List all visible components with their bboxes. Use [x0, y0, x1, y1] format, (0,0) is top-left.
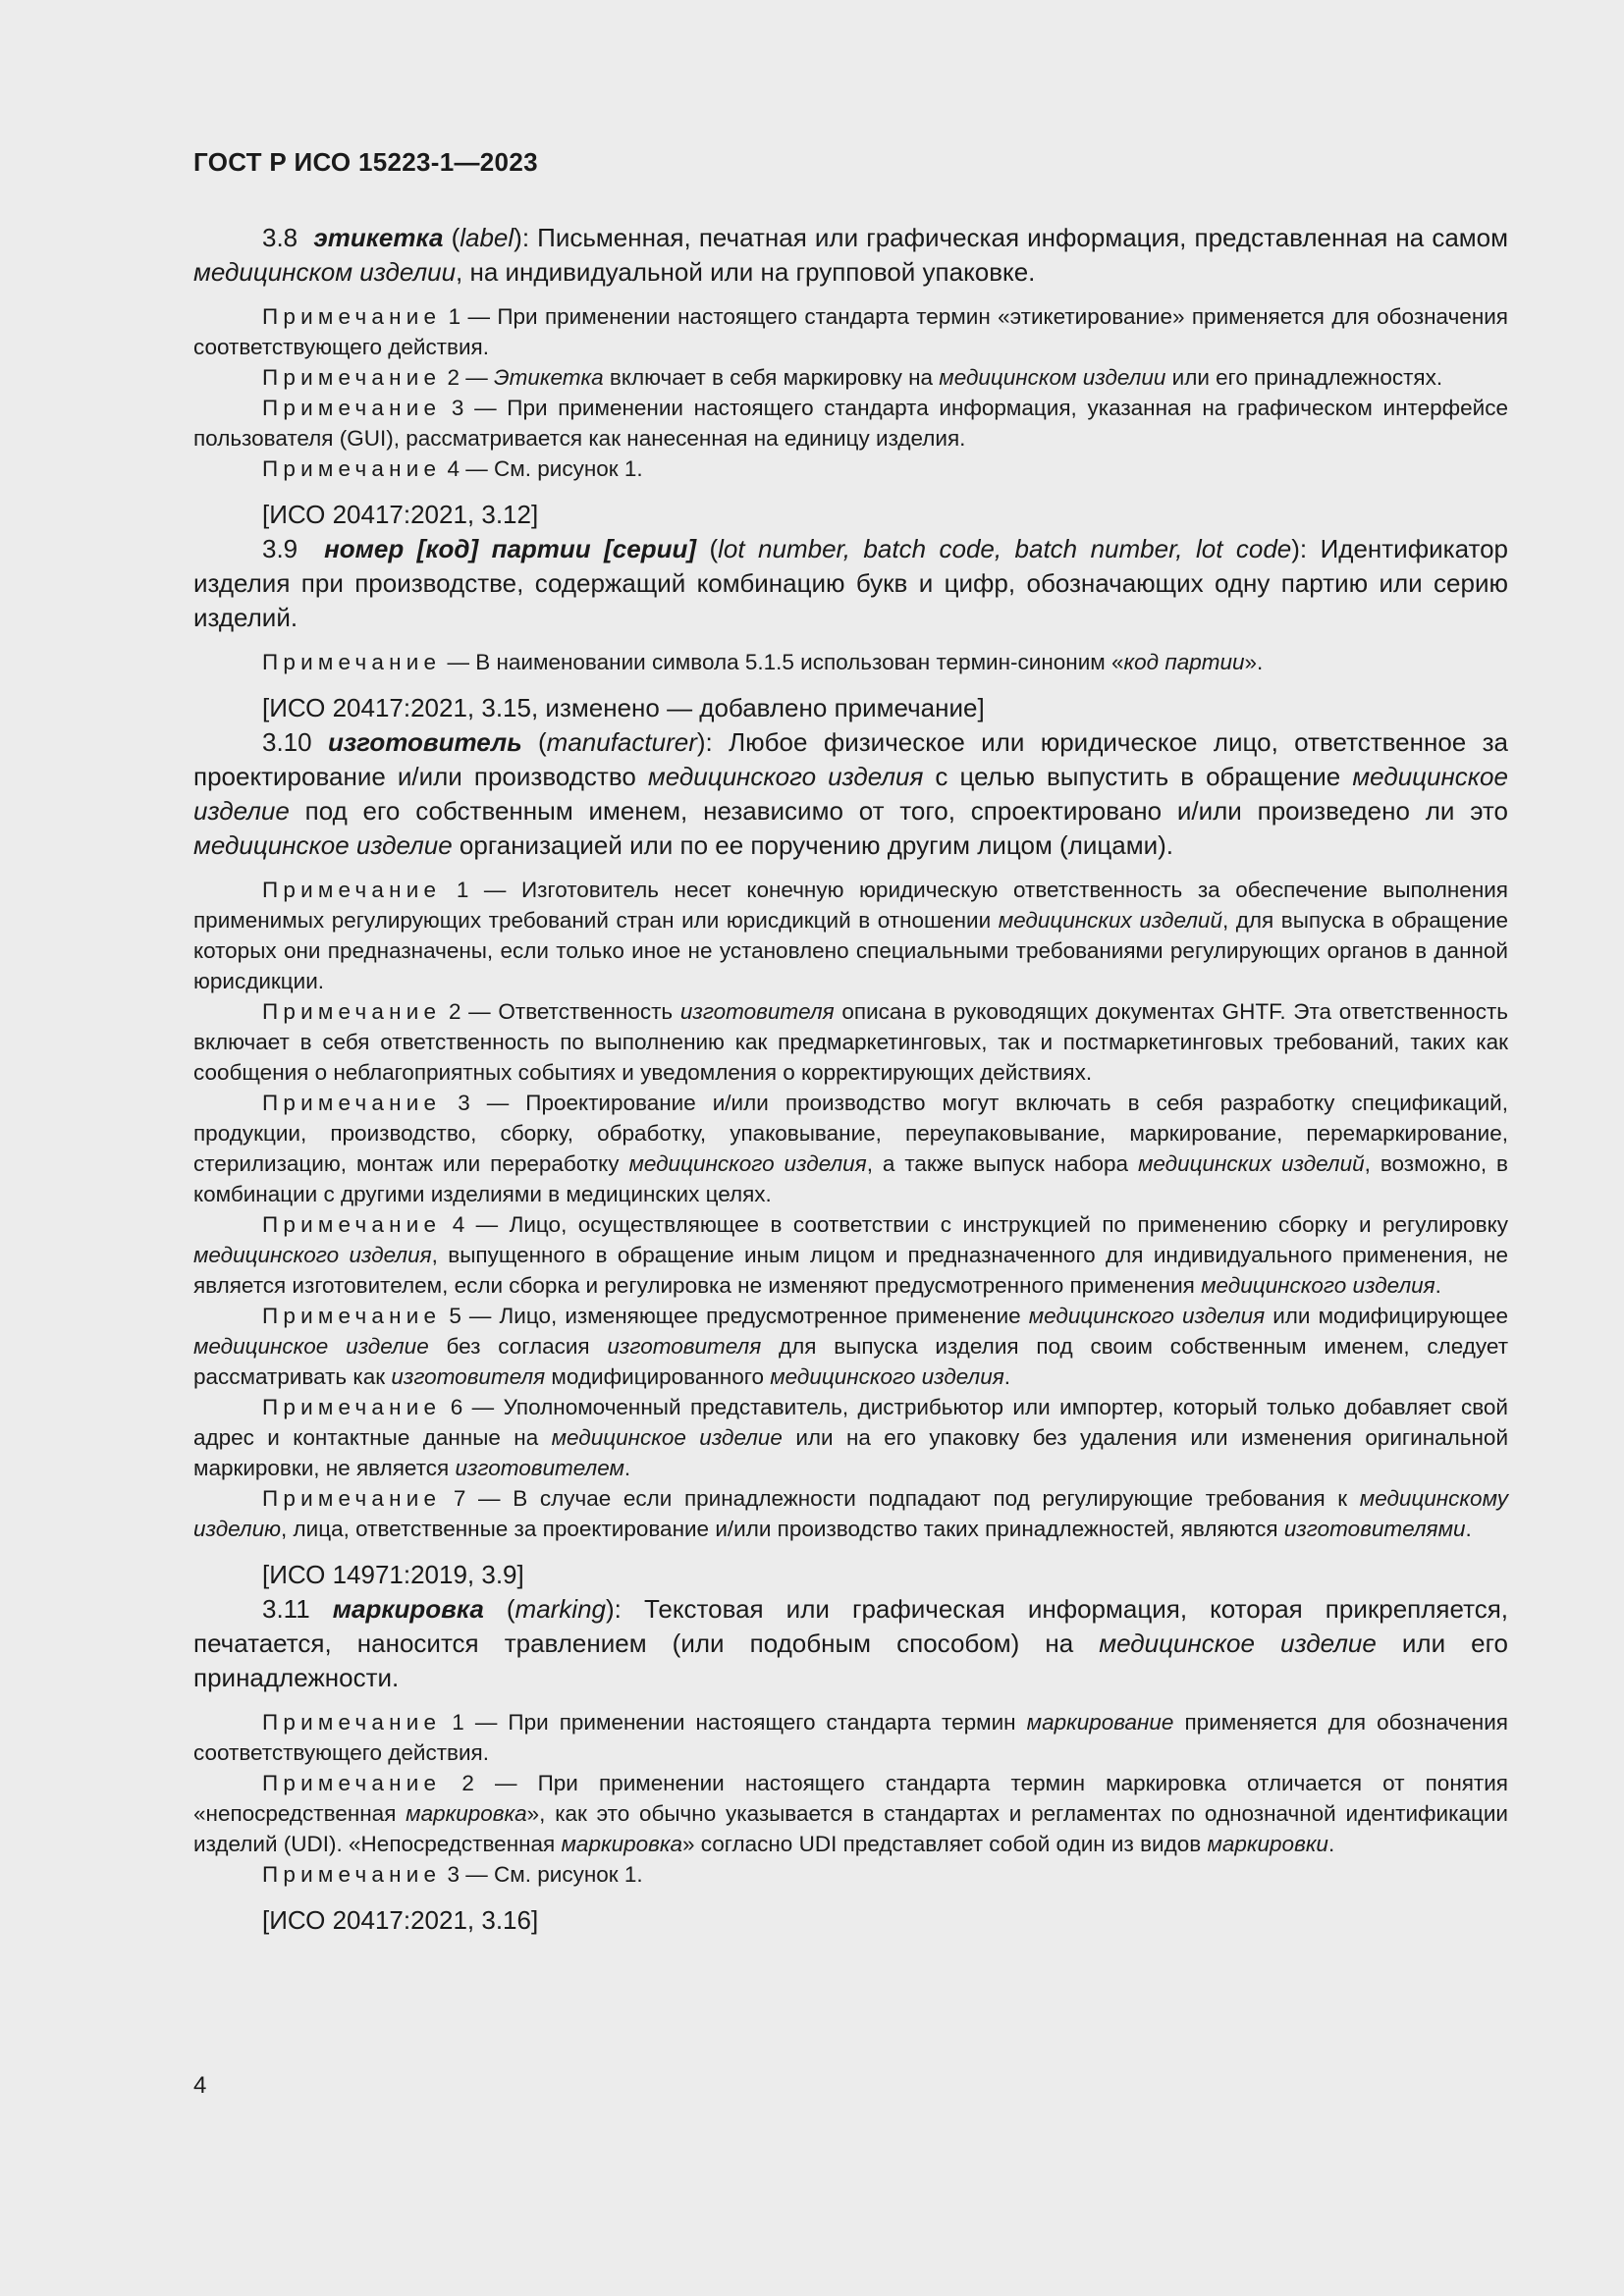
- note-label: Примечание: [262, 1212, 442, 1237]
- note-3-10-2: Примечание 2 — Ответственность изготовителя описана в руководящих документах GHTF. Эта ответственность включает в себя ответственность по выполнению как предмаркетинговых, так и постмаркетинговых требований, таких как сообщения о неблагоприятных событиях и уведомления о корректирующих действиях.: [193, 999, 1508, 1085]
- document-body: [193, 221, 1508, 1938]
- note-label: Примечание: [262, 1771, 442, 1795]
- note-3-10-6: Примечание 6 — Уполномоченный представитель, дистрибьютор или импортер, который только добавляет свой адрес и контактные данные на медицинское изделие или на его упаковку без удаления или изменения оригинальной маркировки, не является изготовителем.: [193, 1395, 1509, 1480]
- note-label: Примечание: [262, 999, 442, 1024]
- term-3-9: 3.9 номер [код] партии [серии] (lot number, batch code, batch number, lot code): Идентификатор изделия при производстве, содержащий комбинацию букв и цифр, обозначающих одну партию или серию изделий.: [193, 534, 1508, 632]
- note-label: Примечание: [262, 1710, 442, 1735]
- note-3-11-2: Примечание 2 — При применении настоящего стандарта термин маркировка отличается от понятия «непосредственная маркировка», как это обычно указывается в стандартах и регламентах по однозначной идентификации изделий (UDI). «Непосредственная маркировка» согласно UDI представляет собой один из видов маркировки.: [193, 1771, 1508, 1856]
- note-3-10-3: Примечание 3 — Проектирование и/или производство могут включать в себя разработку спецификаций, продукции, производство, сборку, обработку, упаковывание, переупаковывание, маркирование, перемаркирование, стерилизацию, монтаж или переработку медицинского изделия, а также выпуск набора медицинских изделий, возможно, в комбинации с другими изделиями в медицинских целях.: [193, 1091, 1508, 1206]
- term-name: изготовитель: [327, 727, 522, 757]
- note-label: Примечание: [262, 1862, 442, 1887]
- source-reference-3-11: [ИСО 20417:2021, 3.16]: [262, 1905, 539, 1935]
- note-3-9: Примечание — В наименовании символа 5.1.5 использован термин-синоним «код партии».: [262, 650, 1264, 674]
- term-name: этикетка: [313, 223, 444, 252]
- term-3-8: 3.8 этикетка (label): Письменная, печатная или графическая информация, представленная на самом медицинском изделии, на индивидуальной или на групповой упаковке.: [193, 223, 1508, 287]
- note-label: Примечание: [262, 365, 442, 390]
- note-label: Примечание: [262, 456, 442, 481]
- note-3-8-2: Примечание 2 — Этикетка включает в себя маркировку на медицинском изделии или его принадлежностях.: [262, 365, 1443, 390]
- term-name: номер [код] партии [серии]: [324, 534, 697, 563]
- note-3-10-4: Примечание 4 — Лицо, осуществляющее в соответствии с инструкцией по применению сборку и регулировку медицинского изделия, выпущенного в обращение иным лицом и предназначенного для индивидуального применения, не является изготовителем, если сборка и регулировка не изменяют предусмотренного применения медицинского изделия.: [193, 1212, 1508, 1298]
- note-3-10-1: Примечание 1 — Изготовитель несет конечную юридическую ответственность за обеспечение выполнения применимых регулирующих требований стран или юрисдикций в отношении медицинских изделий, для выпуска в обращение которых они предназначены, если только иное не установлено специальными требованиями регулирующих органов в данной юрисдикции.: [193, 878, 1508, 993]
- note-label: Примечание: [262, 1304, 442, 1328]
- term-name: маркировка: [332, 1594, 484, 1624]
- note-3-8-1: Примечание 1 — При применении настоящего стандарта термин «этикетирование» применяется для обозначения соответствующего действия.: [193, 304, 1508, 359]
- note-3-10-5: Примечание 5 — Лицо, изменяющее предусмотренное применение медицинского изделия или модифицирующее медицинское изделие без согласия изготовителя для выпуска изделия под своим собственным именем, следует рассматривать как изготовителя модифицированного медицинского изделия.: [193, 1304, 1509, 1389]
- source-reference-3-10: [ИСО 14971:2019, 3.9]: [262, 1560, 524, 1589]
- note-label: Примечание: [262, 1091, 442, 1115]
- note-label: Примечание: [262, 878, 442, 902]
- note-3-11-3: Примечание 3 — См. рисунок 1.: [262, 1862, 643, 1887]
- source-reference-3-9: [ИСО 20417:2021, 3.15, изменено — добавлено примечание]: [262, 693, 985, 722]
- page-number: 4: [193, 2072, 207, 2099]
- source-reference-3-8: [ИСО 20417:2021, 3.12]: [262, 500, 539, 529]
- term-3-11: 3.11 маркировка (marking): Текстовая или графическая информация, которая прикрепляется, печатается, наносится травлением (или подобным способом) на медицинское изделие или его принадлежности.: [193, 1594, 1509, 1692]
- note-3-11-1: Примечание 1 — При применении настоящего стандарта термин маркирование применяется для обозначения соответствующего действия.: [193, 1710, 1508, 1765]
- note-3-8-3: Примечание 3 — При применении настоящего стандарта информация, указанная на графическом интерфейсе пользователя (GUI), рассматривается как нанесенная на единицу изделия.: [193, 396, 1508, 451]
- note-label: Примечание: [262, 396, 442, 420]
- note-3-10-7: Примечание 7 — В случае если принадлежности подпадают под регулирующие требования к медицинскому изделию, лица, ответственные за проектирование и/или производство таких принадлежностей, являются изготовителями.: [193, 1486, 1508, 1541]
- note-label: Примечание: [262, 304, 442, 329]
- note-label: Примечание: [262, 1395, 442, 1419]
- note-label: Примечание: [262, 650, 442, 674]
- note-3-8-4: Примечание 4 — См. рисунок 1.: [262, 456, 643, 481]
- note-label: Примечание: [262, 1486, 442, 1511]
- document-header: ГОСТ Р ИСО 15223-1—2023: [193, 147, 538, 177]
- term-3-10: 3.10 изготовитель (manufacturer): Любое физическое или юридическое лицо, ответственное за проектирование и/или производство медицинского изделия с целью выпустить в обращение медицинское изделие под его собственным именем, независимо от того, спроектировано и/или произведено ли это медицинское изделие организацией или по ее поручению другим лицом (лицами).: [193, 727, 1508, 860]
